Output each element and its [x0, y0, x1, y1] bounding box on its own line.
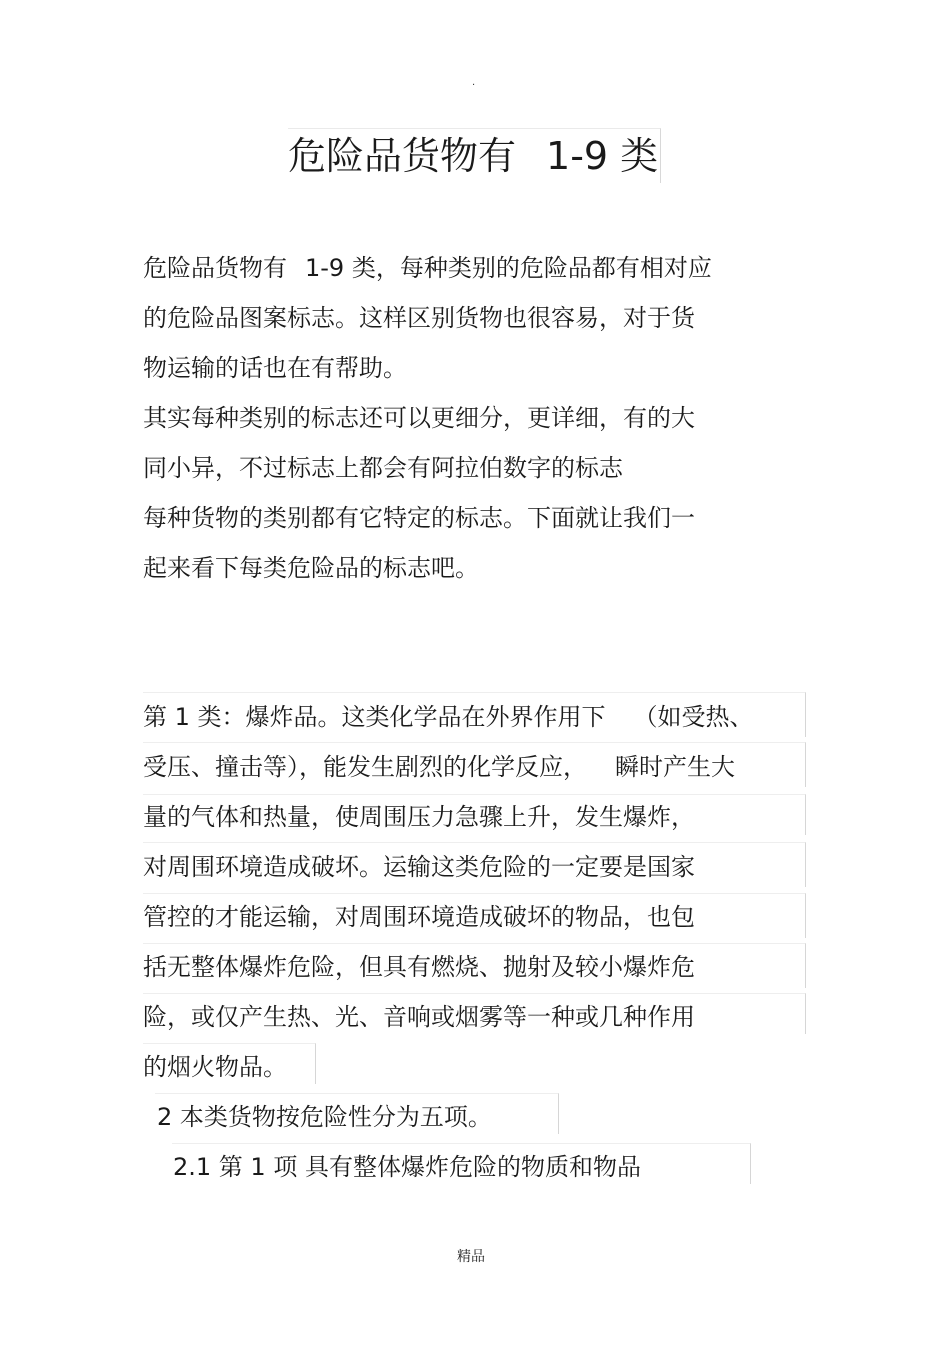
header-dot: .	[472, 77, 476, 88]
intro-line: 同小异，不过标志上都会有阿拉伯数字的标志	[143, 454, 623, 482]
title-text-range: 1-9 类	[546, 134, 659, 178]
intro-line: 危险品货物有 1-9 类，每种类别的危险品都有相对应	[143, 254, 712, 282]
class1-line: 第 1 类：爆炸品。这类化学品在外界作用下 （如受热、	[143, 703, 754, 731]
intro-line: 物运输的话也在有帮助。	[143, 354, 407, 382]
class1-line: 受压、撞击等），能发生剧烈的化学反应， 瞬时产生大	[143, 753, 735, 781]
class1-paragraph	[143, 692, 754, 1092]
class1-line: 对周围环境造成破坏。运输这类危险的一定要是国家	[143, 853, 695, 881]
intro-line: 其实每种类别的标志还可以更细分，更详细，有的大	[143, 404, 695, 432]
page-footer: 精品	[457, 1249, 485, 1265]
intro-paragraph	[143, 243, 712, 593]
class1-line: 的烟火物品。	[143, 1053, 287, 1081]
intro-line: 起来看下每类危险品的标志吧。	[143, 554, 479, 582]
intro-line: 每种货物的类别都有它特定的标志。下面就让我们一	[143, 504, 695, 532]
intro-line: 的危险品图案标志。这样区别货物也很容易，对于货	[143, 304, 695, 332]
title-text-main: 危险品货物有	[288, 134, 517, 178]
class1-line: 量的气体和热量，使周围压力急骤上升，发生爆炸，	[143, 803, 695, 831]
class1-line: 管控的才能运输，对周围环境造成破坏的物品，也包	[143, 903, 695, 931]
class1-line: 险，或仅产生热、光、音响或烟雾等一种或几种作用	[143, 1003, 695, 1031]
subsection-2-heading: 2 本类货物按危险性分为五项。	[157, 1103, 492, 1131]
class1-line: 括无整体爆炸危险，但具有燃烧、抛射及较小爆炸危	[143, 953, 695, 981]
page-title	[288, 128, 661, 183]
subsection-2-1-heading: 2.1 第 1 项 具有整体爆炸危险的物质和物品	[173, 1153, 641, 1181]
